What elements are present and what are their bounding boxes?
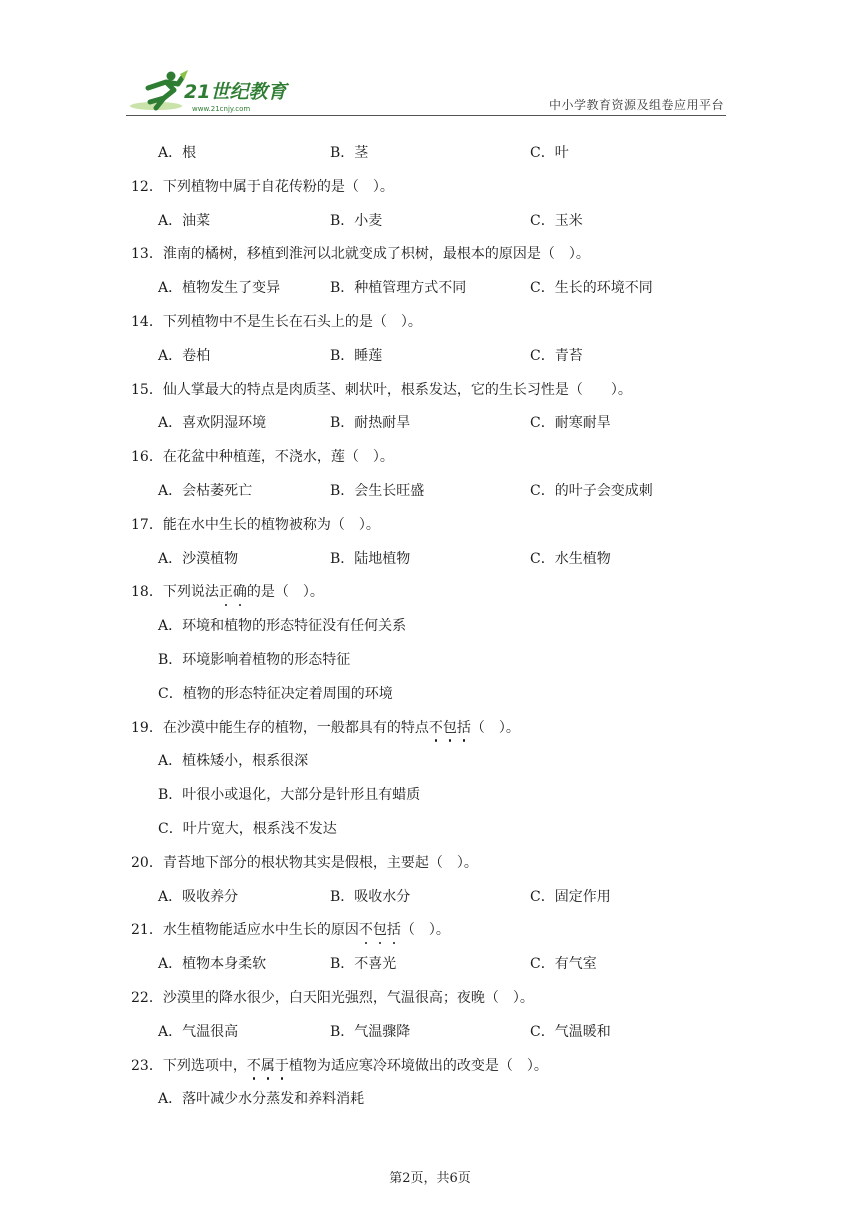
question-text: 仙人掌最大的特点是肉质茎、刺状叶，根系发达，它的生长习性是（ ）。	[162, 381, 632, 398]
question-number: 12．	[131, 178, 163, 195]
question-text: 水生植物能适应水中生长的原因	[162, 922, 359, 939]
question-text: 青苔地下部分的根状物其实是假根，主要起（ ）。	[162, 854, 478, 871]
question-stem	[131, 514, 380, 534]
question-text: 在花盆中种植莲，不浇水，莲（ ）。	[162, 449, 394, 466]
option-b: B．叶很小或退化，大部分是针形且有蜡质	[158, 787, 421, 804]
question-text: 下列植物中属于自花传粉的是（ ）。	[162, 178, 394, 195]
option-a: A．植株矮小，根系很深	[158, 753, 309, 770]
option-a: A．喜欢阴湿环境	[158, 415, 267, 432]
question-text: 下列说法	[162, 584, 219, 601]
question-stem	[131, 446, 394, 466]
option-a: A．环境和植物的形态特征没有任何关系	[158, 618, 407, 635]
option-c: C．的叶子会变成刺	[530, 483, 653, 499]
logo-text: 21世纪教育	[184, 81, 287, 103]
option-b: B．小麦	[330, 212, 383, 229]
option-c: C．植物的形态特征决定着周围的环境	[158, 685, 393, 702]
question-number: 22．	[131, 990, 163, 1006]
option-c: C．叶片宽大，根系浅不发达	[158, 821, 337, 837]
option-a: A．气温很高	[158, 1023, 239, 1040]
question-number: 14．	[131, 314, 163, 330]
question-text: 能在水中生长的植物被称为（ ）。	[162, 516, 380, 533]
option-c: C．青苔	[530, 347, 583, 364]
question-stem	[131, 987, 534, 1007]
emphasis-text: 正确	[219, 584, 247, 600]
question-number: 23．	[131, 1057, 163, 1074]
platform-name: 中小学教育资源及组卷应用平台	[548, 98, 724, 112]
question-text: 下列植物中不是生长在石头上的是（ ）。	[162, 314, 422, 330]
question-text: （ ）。	[470, 719, 520, 736]
option-a: A．落叶减少水分蒸发和养料消耗	[158, 1091, 365, 1108]
question-text: 植物为适应寒冷环境做出的改变是（ ）。	[288, 1057, 548, 1074]
option-a: A．植物发生了变异	[158, 280, 281, 297]
logo-url: www.21cnjy.com	[192, 105, 251, 113]
question-number: 21．	[131, 922, 163, 939]
option-c: C．生长的环境不同	[530, 280, 653, 297]
question-stem	[131, 311, 422, 331]
emphasis-text: 不包括	[429, 720, 471, 736]
question-number: 15．	[131, 381, 163, 398]
option-a: A．根	[158, 145, 197, 161]
option-a: A．会枯萎死亡	[158, 483, 253, 499]
option-c: C．有气室	[530, 956, 597, 973]
option-a: A．卷柏	[158, 347, 211, 364]
question-stem	[131, 717, 520, 737]
option-b: B．气温骤降	[330, 1023, 411, 1040]
question-number: 13．	[131, 246, 163, 263]
option-b: B．会生长旺盛	[330, 483, 425, 499]
logo-runner-icon	[126, 68, 296, 114]
emphasis-text: 不包括	[359, 922, 401, 938]
option-c: C．固定作用	[530, 888, 611, 905]
question-stem	[131, 581, 324, 601]
option-b: B．吸收水分	[330, 888, 411, 905]
question-stem	[131, 379, 632, 399]
option-b: B．种植管理方式不同	[330, 280, 467, 297]
question-text: （ ）。	[400, 922, 450, 939]
option-a: A．沙漠植物	[158, 550, 239, 567]
option-a: A．吸收养分	[158, 888, 239, 905]
question-stem	[131, 919, 450, 939]
question-number: 17．	[131, 516, 163, 533]
question-stem	[131, 176, 394, 196]
option-c: C．叶	[530, 145, 569, 161]
header-divider	[126, 115, 726, 116]
logo	[126, 68, 296, 114]
option-b: B．睡莲	[330, 347, 383, 364]
option-b: B．茎	[330, 145, 369, 161]
question-number: 20．	[131, 854, 163, 871]
question-text: 下列选项中，	[162, 1057, 247, 1074]
option-b: B．不喜光	[330, 956, 397, 973]
question-text: 的是（ ）。	[246, 584, 324, 601]
option-a: A．植物本身柔软	[158, 956, 267, 973]
question-text: 在沙漠中能生存的植物，一般都具有的特点	[162, 719, 429, 736]
option-c: C．耐寒耐旱	[530, 415, 611, 432]
question-stem	[131, 852, 478, 872]
question-number: 16．	[131, 449, 163, 466]
option-b: B．耐热耐旱	[330, 415, 411, 432]
question-number: 19．	[131, 719, 163, 736]
emphasis-text: 不属于	[247, 1058, 289, 1074]
option-c: C．气温暖和	[530, 1023, 611, 1040]
question-text: 沙漠里的降水很少，白天阳光强烈，气温很高；夜晚（ ）。	[162, 990, 534, 1006]
option-c: C．水生植物	[530, 550, 611, 567]
question-stem	[131, 1055, 548, 1075]
question-number: 18．	[131, 584, 163, 601]
option-b: B．环境影响着植物的形态特征	[158, 652, 351, 668]
page-number: 第2页，共6页	[389, 1171, 471, 1186]
option-a: A．油菜	[158, 212, 211, 229]
question-stem	[131, 243, 590, 263]
option-b: B．陆地植物	[330, 550, 411, 567]
question-text: 淮南的橘树，移植到淮河以北就变成了枳树，最根本的原因是（ ）。	[162, 246, 590, 263]
option-c: C．玉米	[530, 212, 583, 229]
page-header	[126, 68, 726, 116]
